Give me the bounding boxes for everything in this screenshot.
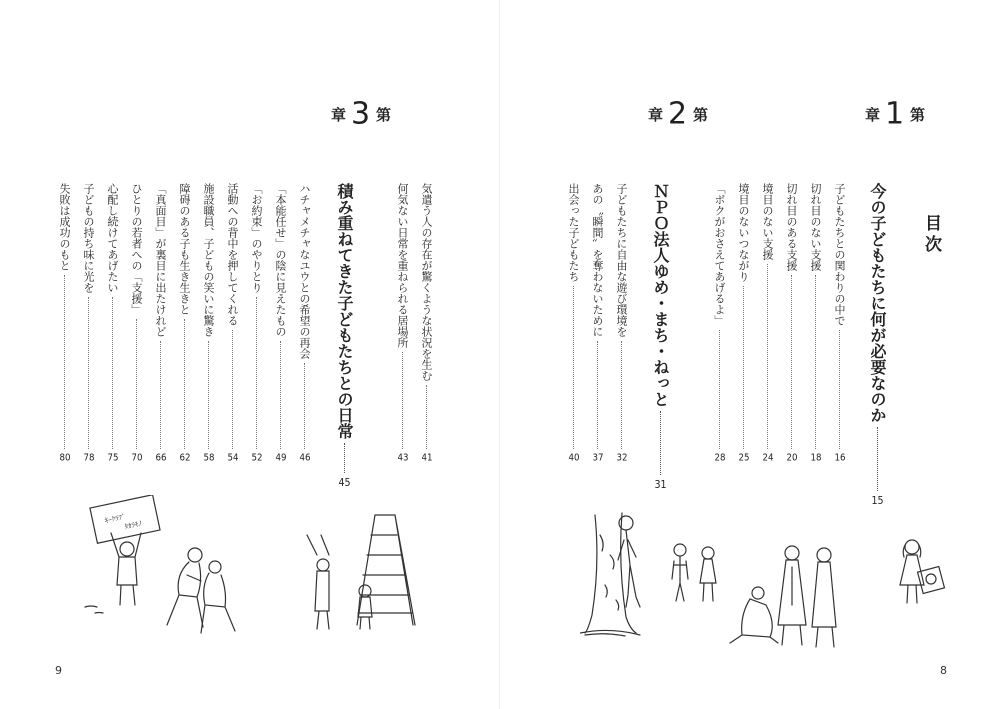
toc-entry[interactable]: 障碍のある子も生き生きと 62 [178,183,191,463]
toc-entry[interactable]: 気遣う人の存在が驚くような状況を生む 41 [420,183,433,463]
chapter-3-label: 第 3 章 [329,99,392,129]
svg-text:ｷｰｸﾗﾌﾞ: ｷｰｸﾗﾌﾞ [104,512,127,526]
toc-heading: 目次 [921,214,941,256]
page-number-left: 9 [55,664,62,677]
chapter-1-number: 1 [884,99,905,129]
toc-entry[interactable]: 出会った子どもたち 40 [567,183,580,463]
chapter-1-label: 第 1 章 [863,99,926,129]
svg-text:ﾀｶﾗﾓﾉ: ﾀｶﾗﾓﾉ [123,519,143,532]
chapter-2-title[interactable]: ＮＰＯ法人ゆめ・まち・ねっと31 [651,183,670,490]
toc-entry[interactable]: あの〝瞬間〟を奪わないために 37 [591,183,604,463]
toc-entry[interactable]: 「お約束」のやりとり 52 [250,183,263,463]
chapter-2-number: 2 [667,99,688,129]
chapter-3-title[interactable]: 積み重ねてきた子どもたちとの日常45 [335,183,354,488]
toc-entry[interactable]: ひとりの若者への「支援」 70 [130,183,143,463]
chapter-1-title[interactable]: 今の子どもたちに何が必要なのか15 [868,183,887,506]
toc-entry[interactable]: 「ボクがおさえてあげるよ」 28 [713,183,726,463]
toc-entry[interactable]: 子どもの持ち味に光を 78 [82,183,95,463]
toc-entry[interactable]: 活動への背中を押してくれる 54 [226,183,239,463]
illustration-children-playing [75,495,435,655]
toc-entry[interactable]: 「本能任せ」の陰に見えたもの 49 [274,183,287,463]
toc-entry[interactable]: 何気ない日常を重ねられる居場所 43 [396,183,409,463]
chapter-3-page: 45 [338,477,351,488]
toc-entry[interactable]: 心配し続けてあげたい 75 [106,183,119,463]
toc-entry[interactable]: 子どもたちに自由な遊び環境を 32 [615,183,628,463]
chapter-1-page: 15 [871,495,884,506]
toc-entry[interactable]: 施設職員、子どもの笑いに驚き 58 [202,183,215,463]
toc-entry[interactable]: 切れ目のある支援 20 [785,183,798,463]
toc-entry[interactable]: 境目のないつながり 25 [737,183,750,463]
chapter-2-page: 31 [654,479,667,490]
illustration-tree-and-children [580,505,960,665]
toc-entry[interactable]: 切れ目のない支援 18 [809,183,822,463]
toc-entry[interactable]: ハチャメチャなユウとの希望の再会 46 [298,183,311,463]
toc-entry[interactable]: 子どもたちとの関わりの中で 16 [833,183,846,463]
toc-entry[interactable]: 「真面目」が裏目に出たけれど 66 [154,183,167,463]
toc-entry[interactable]: 境目のない支援 24 [761,183,774,463]
chapter-3-number: 3 [350,99,371,129]
chapter-2-label: 第 2 章 [646,99,709,129]
page-number-right: 8 [940,664,947,677]
right-page [500,0,1000,709]
toc-entry[interactable]: 失敗は成功のもと 80 [58,183,71,463]
